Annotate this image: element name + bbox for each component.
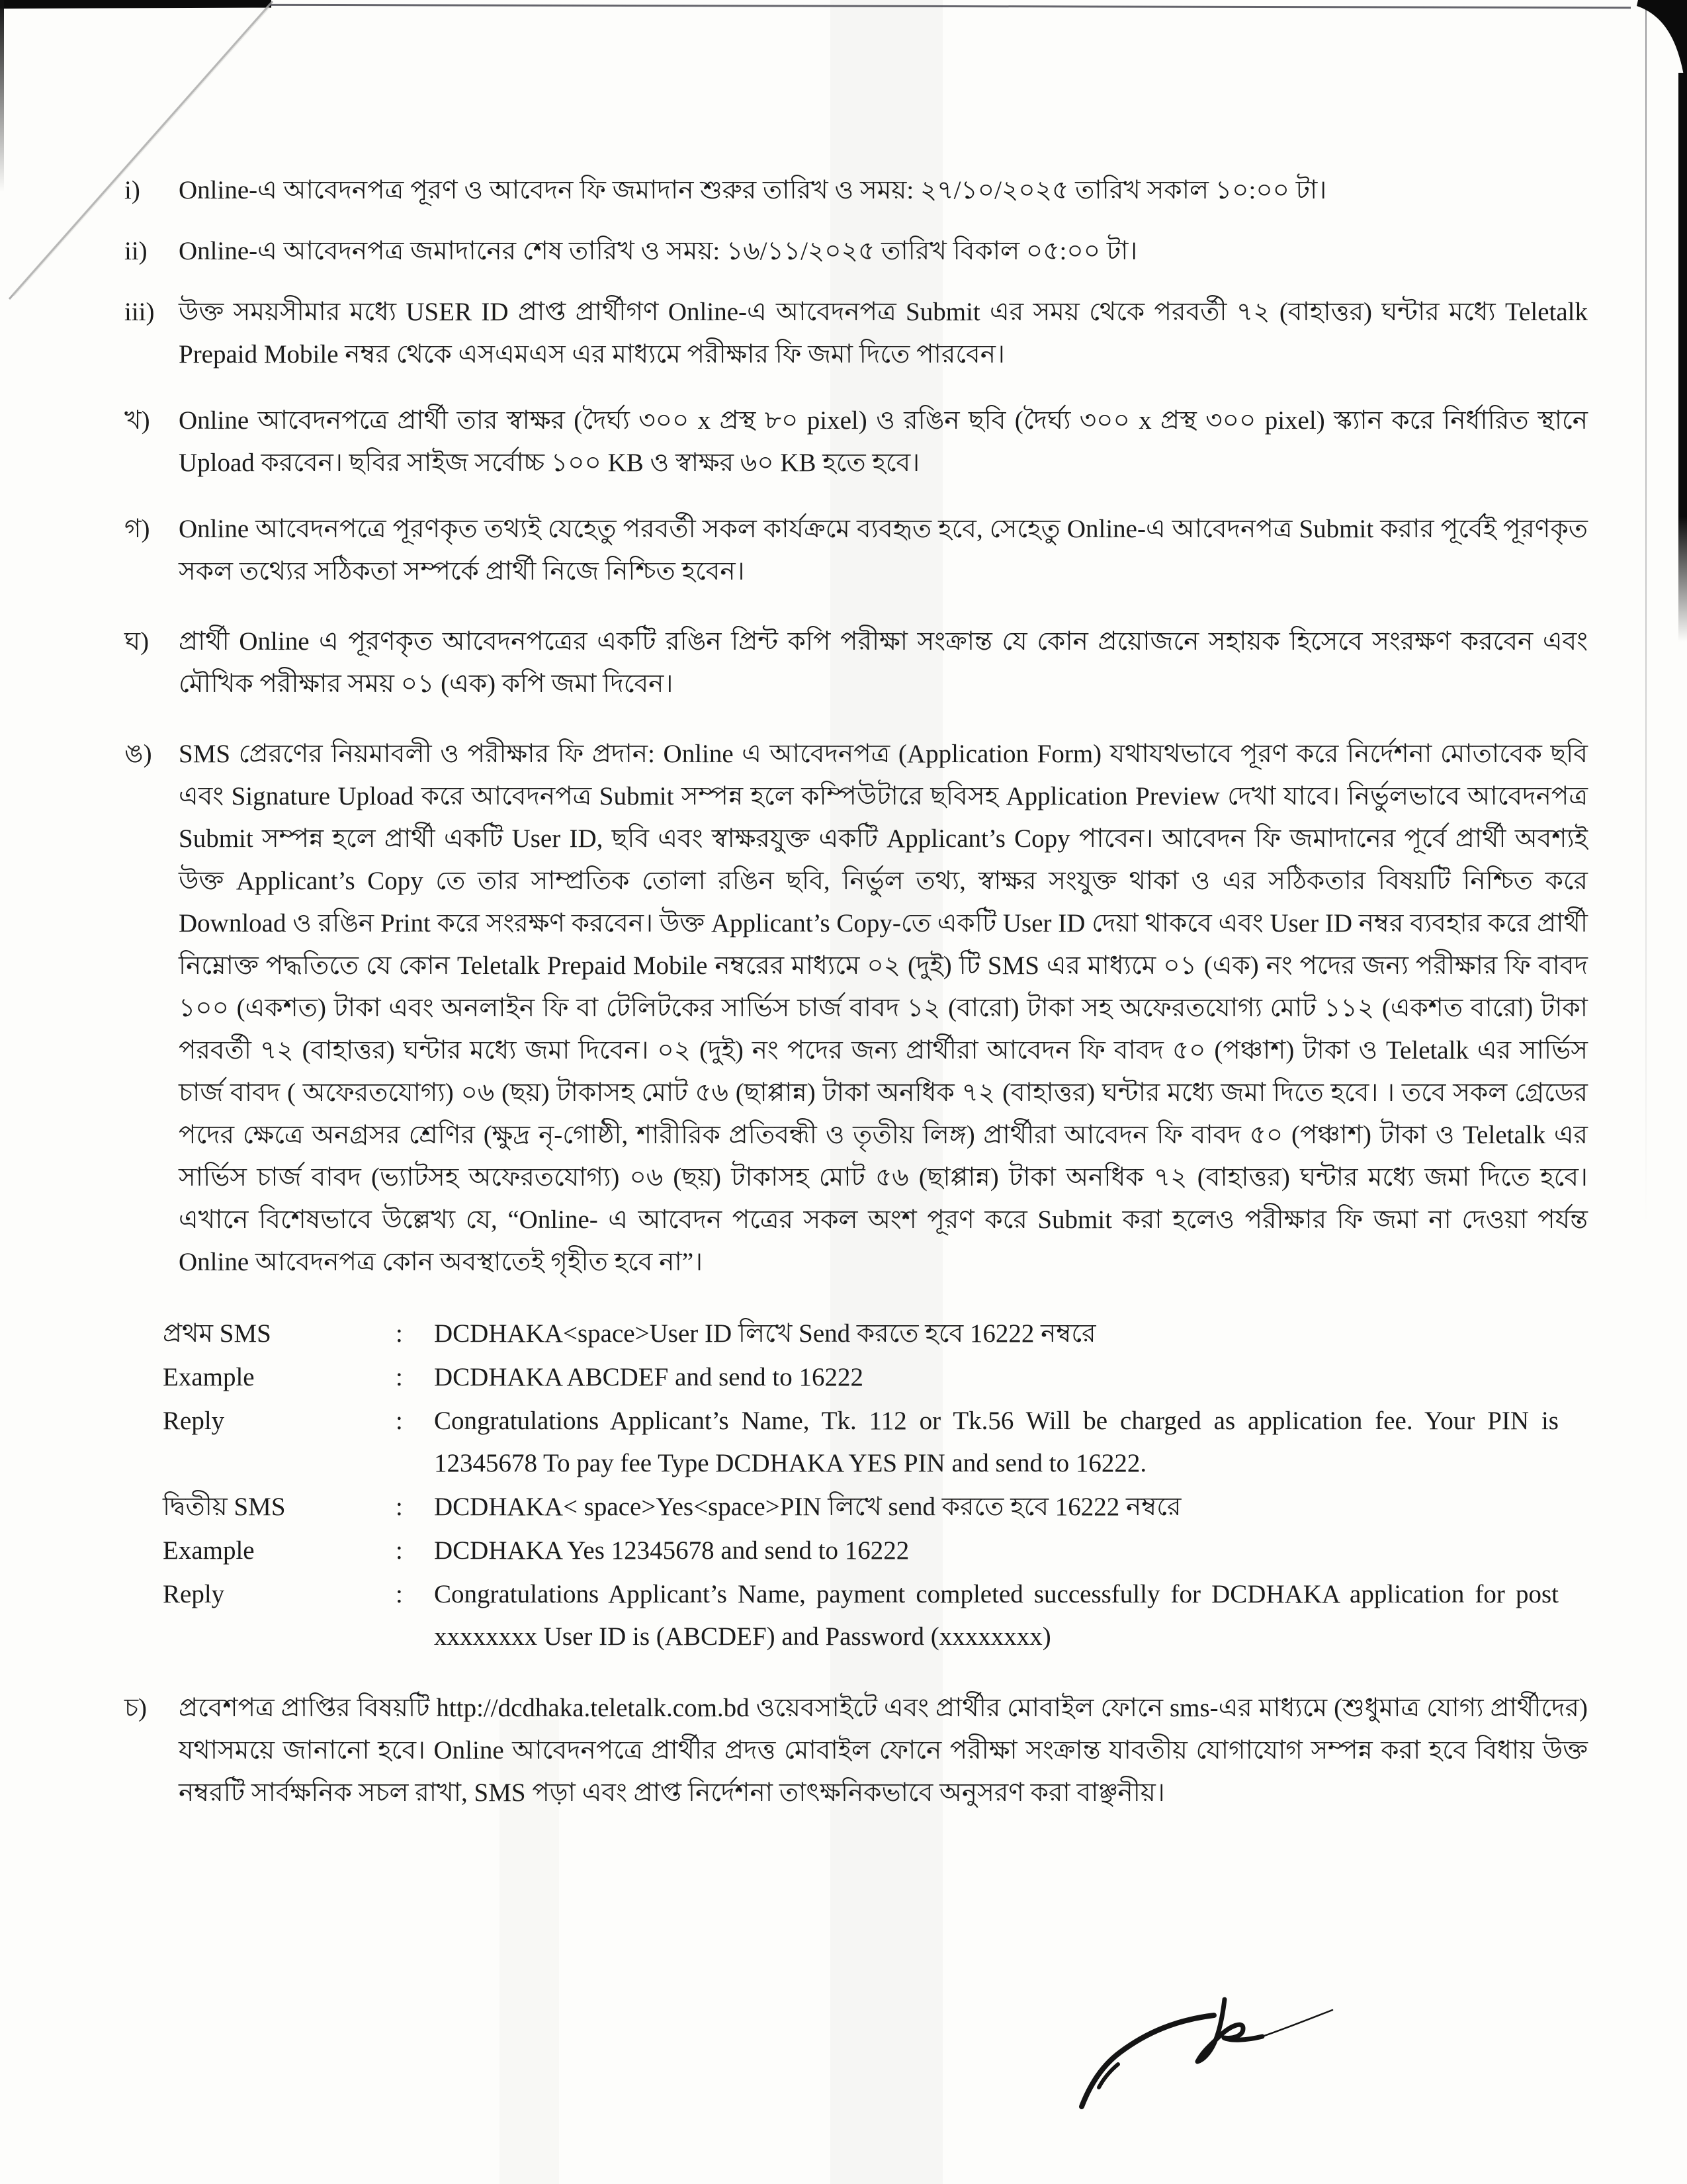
- list-item-text: SMS প্রেরণের নিয়মাবলী ও পরীক্ষার ফি প্রদান: Online এ আবেদনপত্র (Application Form) যথাযথভাবে পূরণ করে নির্দেশনা মোতাবেক ছবি এবং Signature Upload করে আবেদনপত্র Submit সম্পন্ন হলে কম্পিউটারে ছবিসহ Application Preview দেখা যাবে। নির্ভুলভাবে আবেদনপত্র Submit সম্পন্ন হলে প্রার্থী একটি User ID, ছবি এবং স্বাক্ষরযুক্ত একটি Applicant’s Copy পাবেন। আবেদন ফি জমাদানের পূর্বে প্রার্থী অবশ্যই উক্ত Applicant’s Copy তে তার সাম্প্রতিক তোলা রঙিন ছবি, নির্ভুল তথ্য, স্বাক্ষর সংযুক্ত থাকা ও এর সঠিকতার বিষয়টি নিশ্চিত করে Download ও রঙিন Print করে সংরক্ষণ করবেন। উক্ত Applicant’s Copy-তে একটি User ID দেয়া থাকবে এবং User ID নম্বর ব্যবহার করে প্রার্থী নিম্নোক্ত পদ্ধতিতে যে কোন Teletalk Prepaid Mobile নম্বরের মাধ্যমে ০২ (দুই) টি SMS এর মাধ্যমে ০১ (এক) নং পদের জন্য পরীক্ষার ফি বাবদ ১০০ (একশত) টাকা এবং অনলাইন ফি বা টেলিটকের সার্ভিস চার্জ বাবদ ১২ (বারো) টাকা সহ অফেরতযোগ্য মোট ১১২ (একশত বারো) টাকা পরবর্তী ৭২ (বাহাত্তর) ঘন্টার মধ্যে জমা দিবেন। ০২ (দুই) নং পদের জন্য প্রার্থীরা আবেদন ফি বাবদ ৫০ (পঞ্চাশ) টাকা ও Teletalk এর সার্ভিস চার্জ বাবদ ( অফেরতযোগ্য) ০৬ (ছয়) টাকাসহ মোট ৫৬ (ছাপ্পান্ন) টাকা অনধিক ৭২ (বাহাত্তর) ঘন্টার মধ্যে জমা দিতে হবে। । তবে সকল গ্রেডের পদের ক্ষেত্রে অনগ্রসর শ্রেণির (ক্ষুদ্র নৃ-গোষ্ঠী, শারীরিক প্রতিবন্ধী ও তৃতীয় লিঙ্গ) প্রার্থীরা আবেদন ফি বাবদ ৫০ (পঞ্চাশ) টাকা ও Teletalk এর সার্ভিস চার্জ বাবদ (ভ্যাটসহ অফেরতযোগ্য) ০৬ (ছয়) টাকাসহ মোট ৫৬ (ছাপ্পান্ন) টাকা অনধিক ৭২ (বাহাত্তর) ঘন্টার মধ্যে জমা দিতে হবে। এখানে বিশেষভাবে উল্লেখ্য যে, “Online- এ আবেদন পত্রের সকল অংশ পূরণ করে Submit করা হলেও পরীক্ষার ফি জমা না দেওয়া পর্যন্ত Online আবেদনপত্র কোন অবস্থাতেই গৃহীত হবে না”।: [179, 740, 1588, 1276]
- list-item-marker: ঙ): [124, 740, 152, 768]
- list-item-text: প্রার্থী Online এ পূরণকৃত আবেদনপত্রের একটি রঙিন প্রিন্ট কপি পরীক্ষা সংক্রান্ত যে কোন প্রয়োজনে সহায়ক হিসেবে সংরক্ষণ করবেন এবং মৌখিক পরীক্ষার সময় ০১ (এক) কপি জমা দিবেন।: [179, 627, 1588, 698]
- sms-row-separator: :: [396, 1493, 403, 1521]
- list-item-i: [124, 169, 1588, 212]
- list-item-text: Online-এ আবেদনপত্র জমাদানের শেষ তারিখ ও সময়: ১৬/১১/২০২৫ তারিখ বিকাল ০৫:০০ টা।: [179, 237, 1138, 265]
- list-item-ii: [124, 230, 1588, 273]
- sms-row-value: Congratulations Applicant’s Name, Tk. 112 or Tk.56 Will be charged as application fee. Your PIN is 12345678 To pay fee Type DCDHAKA YES PIN and send to 16222.: [434, 1407, 1559, 1477]
- sms-row-label: Example: [163, 1363, 255, 1391]
- list-item-marker: গ): [124, 515, 150, 543]
- sms-row-example: [163, 1530, 1588, 1572]
- sms-row-value: DCDHAKA< space>Yes<space>PIN লিখে send করতে হবে 16222 নম্বরে: [434, 1493, 1182, 1521]
- sms-row-example: [163, 1356, 1588, 1399]
- list-item-uma-sms-rules: [124, 733, 1588, 1284]
- sms-row-reply: [163, 1400, 1588, 1485]
- list-item-text: Online আবেদনপত্রে প্রার্থী তার স্বাক্ষর (দৈর্ঘ্য ৩০০ x প্রস্থ ৮০ pixel) ও রঙিন ছবি (দৈর্ঘ্য ৩০০ x প্রস্থ ৩০০ pixel) স্ক্যান করে নির্ধারিত স্থানে Upload করবেন। ছবির সাইজ সর্বোচ্চ ১০০ KB ও স্বাক্ষর ৬০ KB হতে হবে।: [179, 406, 1588, 477]
- sms-row-value: Congratulations Applicant’s Name, payment completed successfully for DCDHAKA application for post xxxxxxxx User ID is (ABCDEF) and Password (xxxxxxxx): [434, 1580, 1559, 1651]
- sms-row-label: দ্বিতীয় SMS: [163, 1493, 286, 1521]
- signature-loop: [1197, 1999, 1262, 2062]
- list-item-text: প্রবেশপত্র প্রাপ্তির বিষয়টি http://dcdhaka.teletalk.com.bd ওয়েবসাইটে এবং প্রার্থীর মোবাইল ফোনে sms-এর মাধ্যমে (শুধুমাত্র যোগ্য প্রার্থীদের) যথাসময়ে জানানো হবে। Online আবেদনপত্রে প্রার্থীর প্রদত্ত মোবাইল ফোনে পরীক্ষা সংক্রান্ত যাবতীয় যোগাযোগ সম্পন্ন করা হবে বিধায় উক্ত নম্বরটি সার্বক্ষনিক সচল রাখা, SMS পড়া এবং প্রাপ্ত নির্দেশনা তাৎক্ষনিকভাবে অনুসরণ করা বাঞ্ছনীয়।: [179, 1694, 1588, 1807]
- sms-row-first-sms: [163, 1313, 1588, 1355]
- list-item-marker: ঘ): [124, 627, 150, 656]
- sms-instruction-table: [163, 1313, 1588, 1658]
- list-item-text: উক্ত সময়সীমার মধ্যে USER ID প্রাপ্ত প্রার্থীগণ Online-এ আবেদনপত্র Submit এর সময় থেকে পরবর্তী ৭২ (বাহাত্তর) ঘন্টার মধ্যে Teletalk Prepaid Mobile নম্বর থেকে এসএমএস এর মাধ্যমে পরীক্ষার ফি জমা দিতে পারবেন।: [179, 298, 1588, 369]
- document-body: [124, 169, 1588, 1814]
- sms-row-value: DCDHAKA ABCDEF and send to 16222: [434, 1363, 863, 1391]
- sms-row-value: DCDHAKA<space>User ID লিখে Send করতে হবে 16222 নম্বরে: [434, 1319, 1096, 1348]
- sms-row-separator: :: [396, 1536, 403, 1565]
- signature-main-sweep: [1082, 2015, 1214, 2107]
- sms-row-separator: :: [396, 1580, 403, 1608]
- list-item-ga: [124, 508, 1588, 593]
- list-item-marker: i): [124, 176, 140, 204]
- sms-row-label: Reply: [163, 1407, 225, 1435]
- sms-row-separator: :: [396, 1319, 403, 1348]
- sms-row-second-sms: [163, 1486, 1588, 1528]
- sms-row-label: প্রথম SMS: [163, 1319, 271, 1348]
- list-item-kha: [124, 400, 1588, 484]
- sms-row-separator: :: [396, 1363, 403, 1391]
- sms-row-label: Reply: [163, 1580, 225, 1608]
- sms-row-value: DCDHAKA Yes 12345678 and send to 16222: [434, 1536, 910, 1565]
- list-item-gha: [124, 621, 1588, 705]
- scan-corner-wedge: [1637, 0, 1687, 99]
- list-item-marker: ii): [124, 237, 148, 265]
- list-item-text: Online-এ আবেদনপত্র পূরণ ও আবেদন ফি জমাদান শুরুর তারিখ ও সময়: ২৭/১০/২০২৫ তারিখ সকাল ১০:০০ টা।: [179, 176, 1327, 204]
- list-item-iii: [124, 291, 1588, 376]
- list-item-marker: খ): [124, 406, 150, 435]
- list-item-marker: iii): [124, 298, 155, 326]
- sms-row-separator: :: [396, 1407, 403, 1435]
- handwritten-signature: [1057, 1980, 1355, 2125]
- sms-row-reply: [163, 1573, 1588, 1658]
- signature-tail: [1262, 2010, 1332, 2036]
- list-item-cha-admit-card: [124, 1687, 1588, 1814]
- list-item-text: Online আবেদনপত্রে পূরণকৃত তথ্যই যেহেতু পরবর্তী সকল কার্যক্রমে ব্যবহৃত হবে, সেহেতু Online-এ আবেদনপত্র Submit করার পূর্বেই পূরণকৃত সকল তথ্যের সঠিকতা সম্পর্কে প্রার্থী নিজে নিশ্চিত হবেন।: [179, 515, 1588, 586]
- list-item-marker: চ): [124, 1694, 148, 1722]
- sms-row-label: Example: [163, 1536, 255, 1565]
